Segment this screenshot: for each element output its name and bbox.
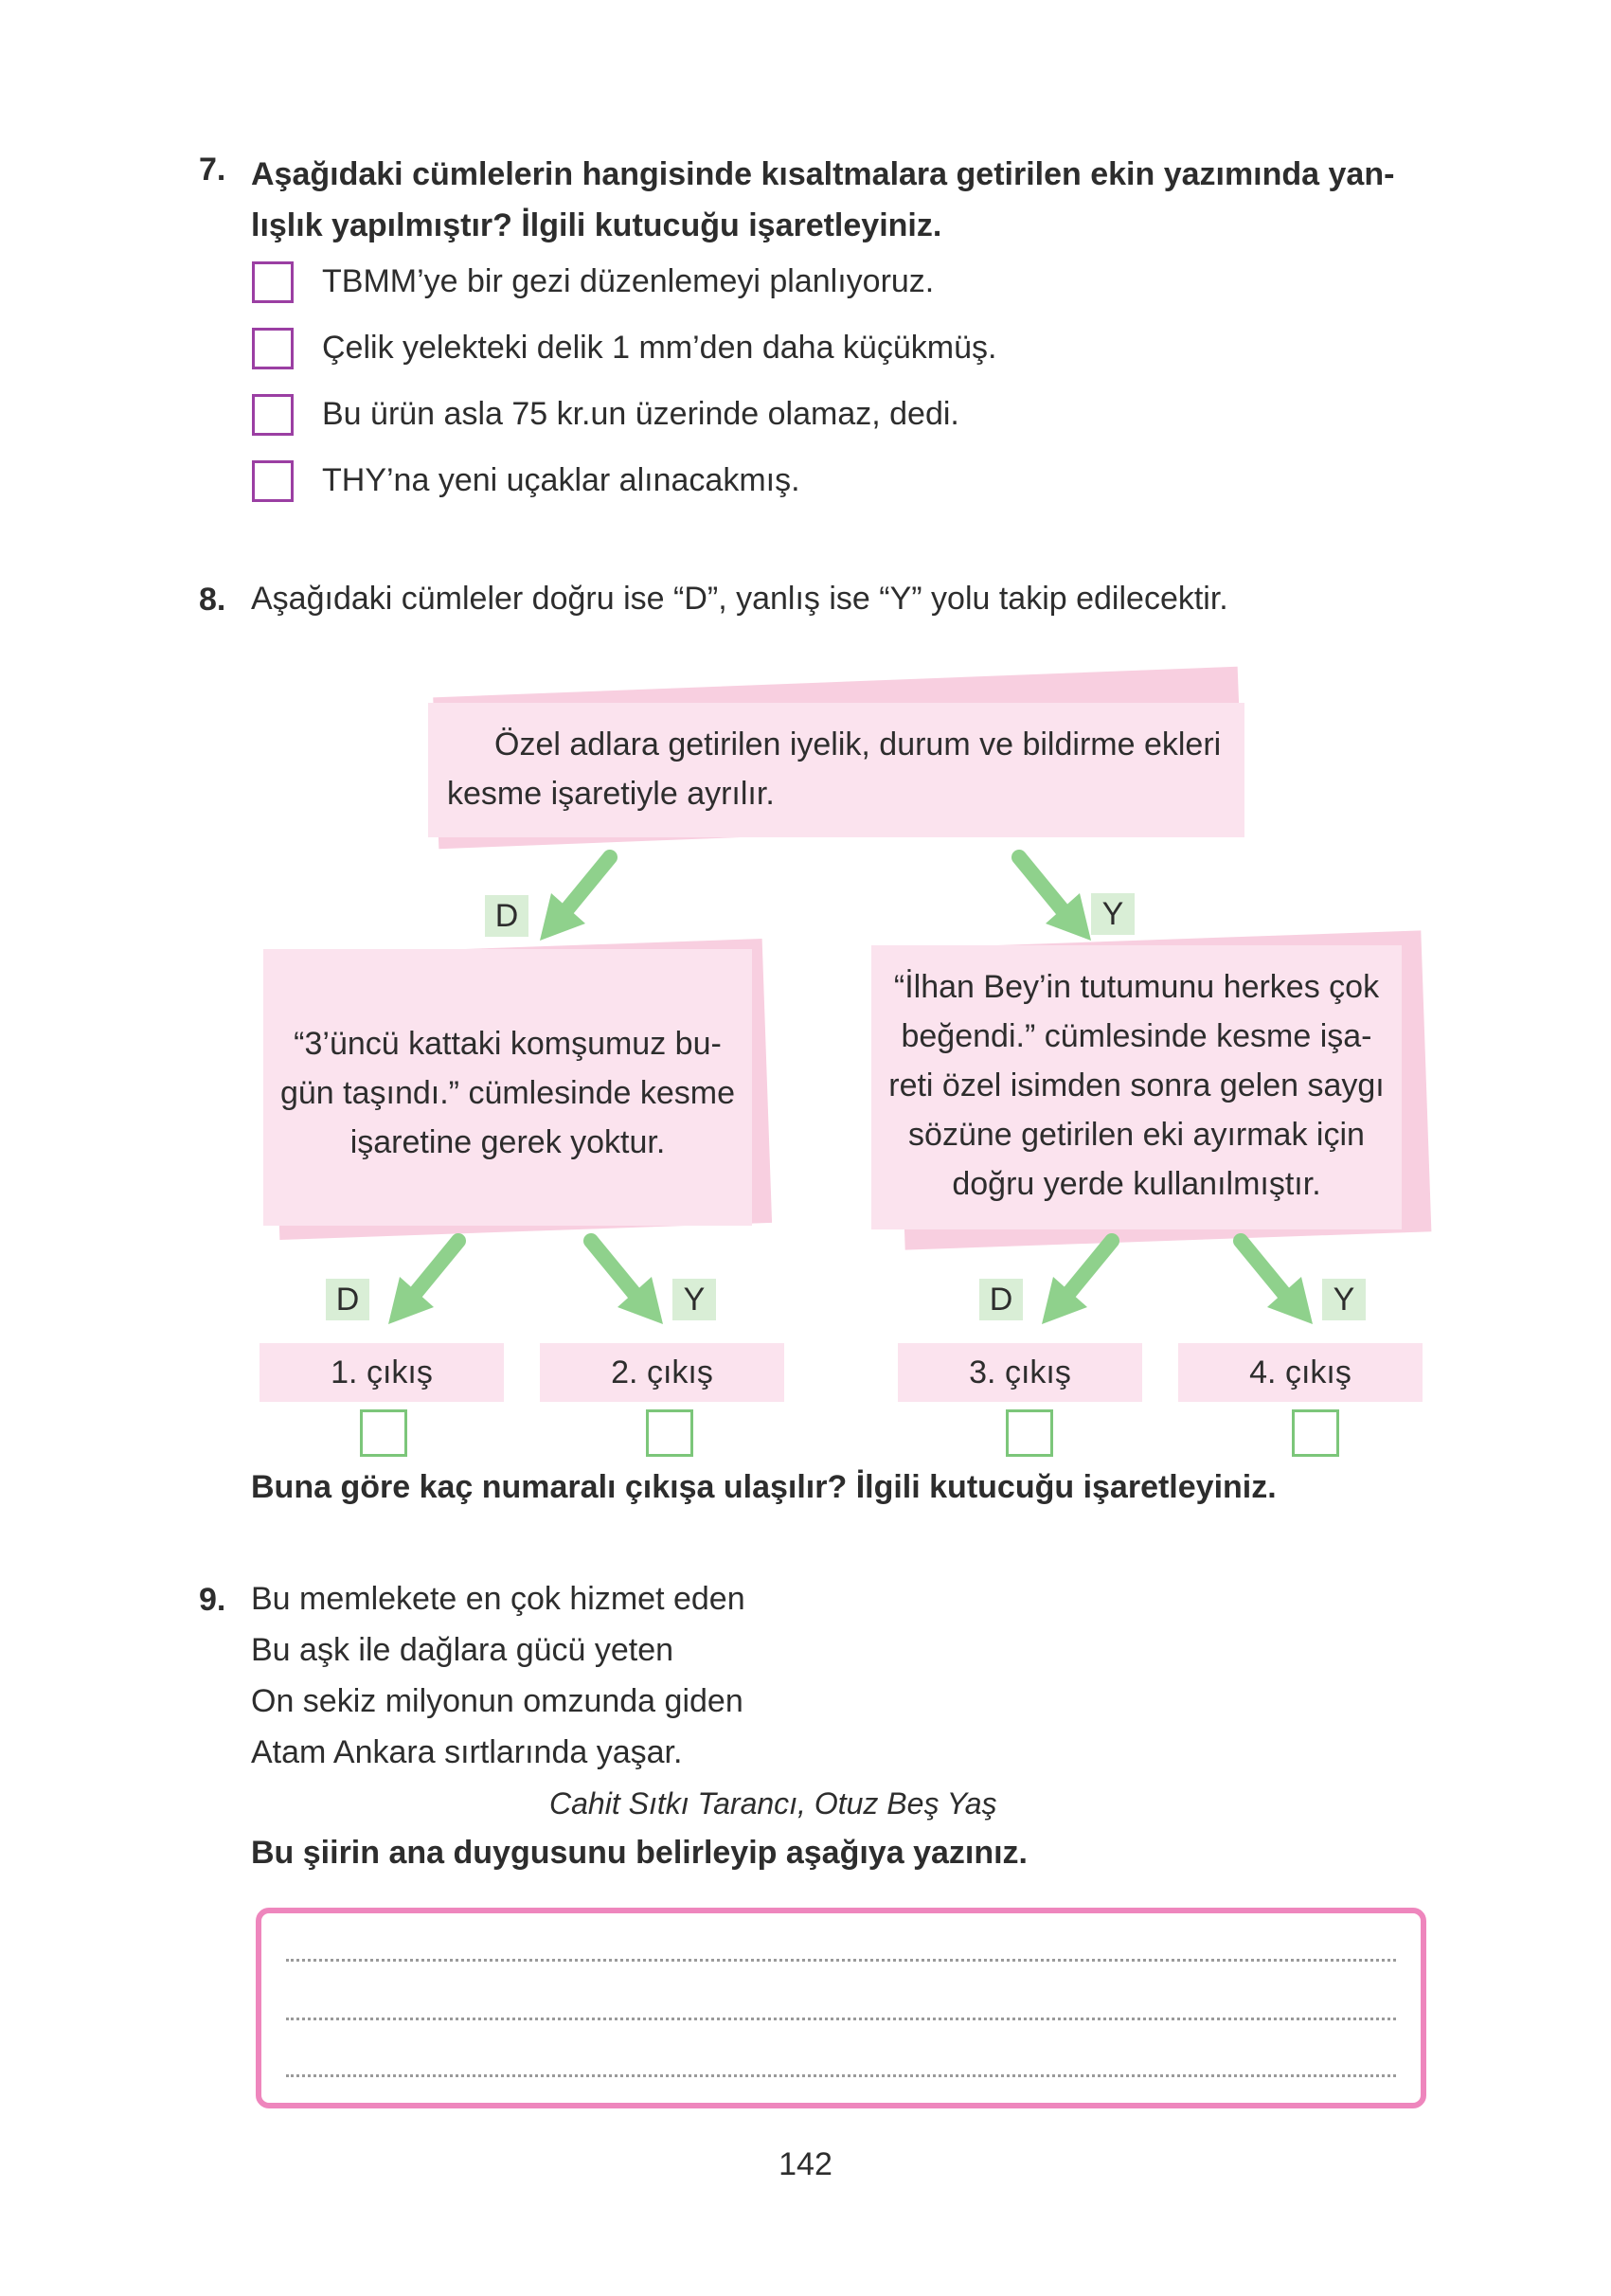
poem-line: Bu memlekete en çok hizmet eden (251, 1581, 745, 1617)
question-8-prompt: Buna göre kaç numaralı çıkışa ulaşılır? İlgili kutucuğu işaretleyiniz. (251, 1469, 1277, 1505)
tag-y-right: Y (1322, 1279, 1366, 1320)
option-text: Çelik yelekteki delik 1 mm’den daha küçükmüş. (322, 330, 997, 366)
arrow-y-top-icon (1006, 848, 1101, 947)
tag-d-top: D (485, 895, 528, 937)
tag-y-left: Y (672, 1279, 716, 1320)
question-7-number: 7. (199, 152, 226, 188)
left-note-line2: gün taşındı.” cümlesinde kesme (279, 1075, 736, 1111)
exit-4-checkbox[interactable] (1292, 1409, 1339, 1457)
arrow-d-left-icon (379, 1231, 474, 1331)
exit-1-checkbox[interactable] (360, 1409, 407, 1457)
exit-2: 2. çıkış (540, 1343, 784, 1402)
question-9-prompt: Bu şiirin ana duygusunu belirleyip aşağıya yazınız. (251, 1835, 1029, 1871)
exit-2-checkbox[interactable] (646, 1409, 693, 1457)
left-note-line3: işaretine gerek yoktur. (349, 1124, 666, 1160)
option-checkbox[interactable] (252, 261, 294, 303)
option-checkbox[interactable] (252, 328, 294, 369)
poem-source: Cahit Sıtkı Tarancı, Otuz Beş Yaş (549, 1786, 997, 1821)
tag-d-left: D (326, 1279, 369, 1320)
left-note (263, 949, 752, 1226)
option-checkbox[interactable] (252, 460, 294, 502)
right-note-line3: reti özel isimden sonra gelen saygı (888, 1067, 1385, 1103)
poem-line: Bu aşk ile dağlara gücü yeten (251, 1632, 674, 1668)
top-note-line2: kesme işaretiyle ayrılır. (447, 776, 775, 812)
question-7-text-line2: lışlık yapılmıştır? İlgili kutucuğu işaretleyiniz. (251, 207, 942, 243)
question-8-number: 8. (199, 582, 226, 618)
arrow-d-right-icon (1032, 1231, 1127, 1331)
page-number: 142 (779, 2146, 832, 2182)
option-text: TBMM’ye bir gezi düzenlemeyi planlıyoruz. (322, 263, 935, 299)
poem-line: Atam Ankara sırtlarında yaşar. (251, 1734, 683, 1770)
arrow-y-left-icon (578, 1231, 672, 1331)
answer-line[interactable] (286, 2074, 1396, 2077)
exit-4: 4. çıkış (1178, 1343, 1423, 1402)
answer-box[interactable] (256, 1908, 1426, 2108)
option-text: THY’na yeni uçaklar alınacakmış. (322, 462, 800, 498)
right-note (871, 945, 1402, 1229)
option-checkbox[interactable] (252, 394, 294, 436)
right-note-line5: doğru yerde kullanılmıştır. (952, 1166, 1321, 1202)
right-note-line4: sözüne getirilen eki ayırmak için (908, 1117, 1365, 1153)
exit-3: 3. çıkış (898, 1343, 1142, 1402)
left-note-line1: “3’üncü kattaki komşumuz bu- (294, 1026, 722, 1062)
exit-1: 1. çıkış (260, 1343, 504, 1402)
arrow-y-right-icon (1227, 1231, 1322, 1331)
answer-line[interactable] (286, 1959, 1396, 1962)
question-7-text-line1: Aşağıdaki cümlelerin hangisinde kısaltmalara getirilen ekin yazımında yan- (251, 156, 1395, 192)
poem-line: On sekiz milyonun omzunda giden (251, 1683, 743, 1719)
option-text: Bu ürün asla 75 kr.un üzerinde olamaz, dedi. (322, 396, 959, 432)
question-8-intro: Aşağıdaki cümleler doğru ise “D”, yanlış ise “Y” yolu takip edilecektir. (251, 581, 1228, 617)
exit-3-checkbox[interactable] (1006, 1409, 1053, 1457)
arrow-d-top-icon (530, 848, 625, 947)
top-note (428, 703, 1244, 837)
right-note-line2: beğendi.” cümlesinde kesme işa- (901, 1018, 1372, 1054)
answer-line[interactable] (286, 2018, 1396, 2020)
tag-d-right: D (979, 1279, 1023, 1320)
question-9-number: 9. (199, 1582, 226, 1618)
top-note-line1: Özel adlara getirilen iyelik, durum ve bildirme ekleri (494, 726, 1222, 762)
right-note-line1: “İlhan Bey’in tutumunu herkes çok (893, 969, 1380, 1005)
tag-y-top: Y (1091, 893, 1135, 935)
